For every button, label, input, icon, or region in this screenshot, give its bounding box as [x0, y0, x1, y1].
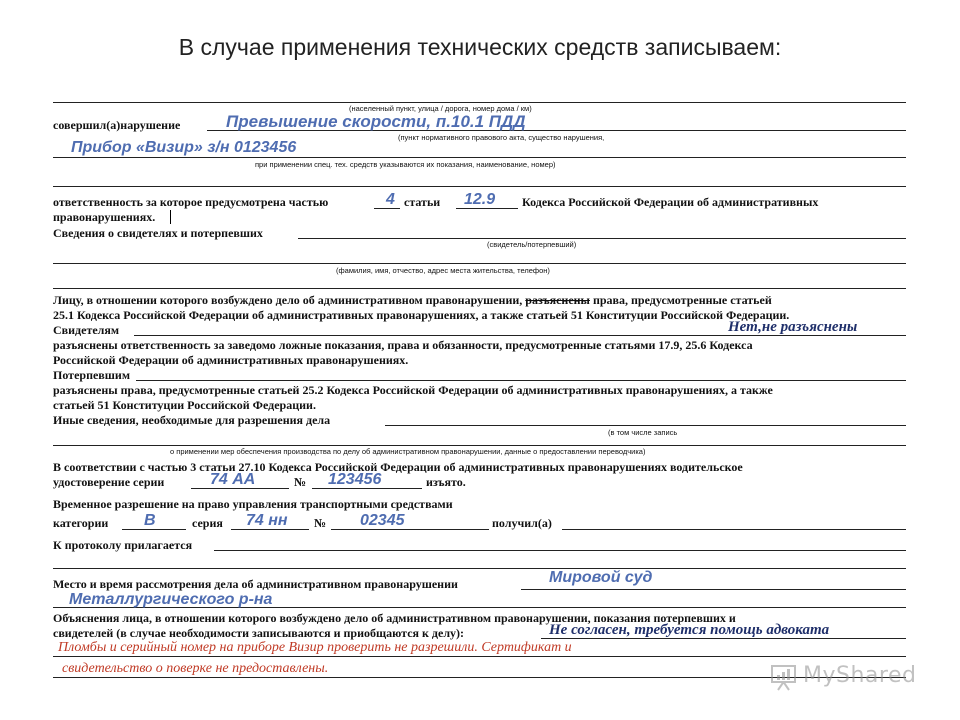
- text-cursor: [170, 210, 171, 224]
- victim-line-2: статьей 51 Конституции Российской Федерации.: [53, 398, 316, 412]
- watermark-logo: [770, 662, 925, 692]
- rule: [298, 238, 906, 239]
- presentation-icon: [770, 663, 798, 691]
- label-received: получил(а): [492, 516, 552, 530]
- caption-legal-act: (пункт нормативного правового акта, существо нарушения,: [398, 133, 605, 142]
- hw-temp-series: 74 нн: [246, 512, 288, 529]
- rule: [53, 102, 906, 103]
- label-place-time: Место и время рассмотрения дела об административном правонарушении: [53, 577, 458, 591]
- rule: [53, 263, 906, 264]
- person-text-b: права, предусмотренные статьей: [592, 293, 772, 307]
- label-series: серия: [192, 516, 223, 530]
- label-victim: Потерпевшим: [53, 368, 131, 382]
- hw-license-series: 74 АА: [210, 471, 256, 488]
- rule: [214, 550, 906, 551]
- caption-place: (населенный пункт, улица / дорога, номер дома / км): [349, 104, 532, 113]
- rule: [385, 425, 906, 426]
- label-committed: совершил(а)нарушение: [53, 118, 181, 132]
- hw-court: Мировой суд: [549, 569, 653, 586]
- label-attached: К протоколу прилагается: [53, 538, 193, 552]
- label-category: категории: [53, 516, 109, 530]
- hw-district: Металлургического р-на: [69, 591, 273, 608]
- hw-not-explained: Нет,не разъяснены: [728, 319, 858, 335]
- rule: [53, 656, 906, 657]
- victim-line-1: разъяснены права, предусмотренные статьей 25.2 Кодекса Российской Федерации об административных правонарушениях, а также: [53, 383, 773, 397]
- hw-device: Прибор «Визир» з/н 0123456: [71, 139, 297, 156]
- person-line-1: [53, 293, 772, 308]
- caption-measures: о применении мер обеспечения производства по делу об административном правонарушении, данные о предоставлении переводчика): [170, 447, 646, 456]
- rule: [136, 380, 906, 381]
- rule: [562, 529, 906, 530]
- hw-note-line-2: свидетельство о поверке не предоставлены.: [62, 661, 329, 676]
- label-witnesses: Свидетелям: [53, 323, 120, 337]
- label-koap-2: правонарушениях.: [53, 210, 156, 224]
- person-line-2: 25.1 Кодекса Российской Федерации об административных правонарушениях, а также статьей 51 Конституции Российской Федерации.: [53, 308, 790, 322]
- person-text-a: Лицу, в отношении которого возбуждено дело об административном правонарушении,: [53, 293, 523, 307]
- hw-violation: Превышение скорости, п.10.1 ПДД: [226, 112, 526, 131]
- hw-note-line-1: Пломбы и серийный номер на приборе Визир проверить не разрешили. Сертификат и: [58, 640, 572, 655]
- license-line-1: В соответствии с частью 3 статьи 27.10 Кодекса Российской Федерации об административных правонарушениях водительское: [53, 460, 743, 474]
- rule: [53, 157, 906, 158]
- watermark-text: MyShared: [803, 663, 917, 688]
- label-license-series: удостоверение серии: [53, 475, 165, 489]
- label-witnesses-info: Сведения о свидетелях и потерпевших: [53, 226, 263, 240]
- label-liability: ответственность за которое предусмотрена частью: [53, 195, 329, 209]
- rule: [331, 529, 489, 530]
- witness-line-2: Российской Федерации об административных правонарушениях.: [53, 353, 409, 367]
- label-number: №: [294, 475, 307, 489]
- hw-license-number: 123456: [328, 471, 382, 488]
- rule: [521, 589, 906, 590]
- rule: [53, 445, 906, 446]
- hw-part: 4: [386, 191, 395, 208]
- caption-tech-means: при применении спец. тех. средств указываются их показания, наименование, номер): [255, 160, 556, 169]
- temp-permit-line: Временное разрешение на право управления транспортными средствами: [53, 497, 453, 511]
- caption-fio: (фамилия, имя, отчество, адрес места жительства, телефон): [336, 266, 550, 275]
- caption-witness-victim: (свидетель/потерпевший): [487, 240, 577, 249]
- rule: [53, 288, 906, 289]
- rule: [53, 568, 906, 569]
- label-other-info: Иные сведения, необходимые для разрешения дела: [53, 413, 331, 427]
- label-article: статьи: [404, 195, 441, 209]
- rule: [53, 186, 906, 187]
- hw-article: 12.9: [464, 191, 496, 208]
- label-number-2: №: [314, 516, 327, 530]
- label-seized: изъято.: [426, 475, 466, 489]
- struck-explained: разъяснены: [525, 293, 590, 307]
- page-title: В случае применения технических средств записываем:: [178, 34, 782, 60]
- explanation-line-1: Объяснения лица, в отношении которого возбуждено дело об административном правонарушении, показания потерпевших и: [53, 611, 736, 625]
- hw-temp-number: 02345: [360, 512, 405, 529]
- label-koap: Кодекса Российской Федерации об административных: [522, 195, 819, 209]
- hw-category: В: [144, 512, 156, 529]
- witness-line-1: разъяснены ответственность за заведомо ложные показания, права и обязанности, предусмотренные статьями 17.9, 25.6 Кодекса: [53, 338, 753, 352]
- caption-incl-record: (в том числе запись: [608, 428, 678, 437]
- hw-disagree: Не согласен, требуется помощь адвоката: [549, 622, 830, 638]
- explanation-line-2: свидетелей (в случае необходимости записываются и приобщаются к делу):: [53, 626, 465, 640]
